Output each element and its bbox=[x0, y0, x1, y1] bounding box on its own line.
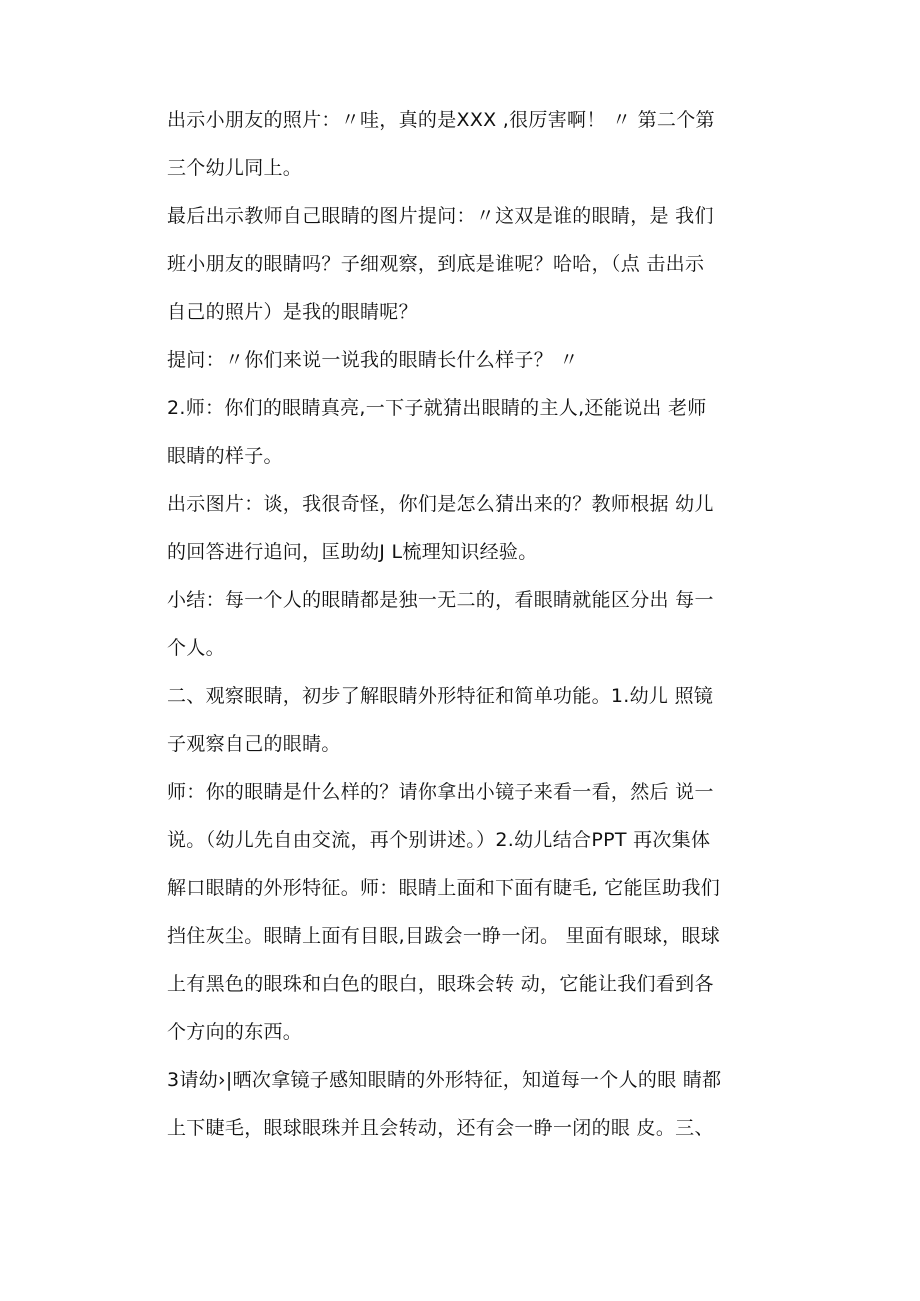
text-line: 说。（幼儿先自由交流，再个别讲述。）2.幼儿结合PPT 再次集体 bbox=[167, 829, 711, 851]
text-line: 师：你的眼睛是什么样的？请你拿出小镜子来看一看，然后 说一 bbox=[167, 781, 714, 803]
text-line: 2.师：你们的眼睛真亮,一下子就猜出眼睛的主人,还能说出 老师 bbox=[167, 397, 707, 419]
text-line: 个方向的东西。 bbox=[167, 1021, 303, 1043]
document-body bbox=[167, 96, 767, 1152]
text-line: 上下睫毛，眼球眼珠并且会转动，还有会一睁一闭的眼 皮。三、 bbox=[167, 1117, 714, 1139]
text-line: 个人。 bbox=[167, 637, 225, 659]
text-line: 二、观察眼睛，初步了解眼睛外形特征和简单功能。1.幼儿 照镜 bbox=[167, 685, 714, 707]
text-line: 最后出示教师自己眼睛的图片提问：〃这双是谁的眼睛，是 我们 bbox=[167, 205, 714, 227]
text-line: 眼睛的样子。 bbox=[167, 445, 283, 467]
text-line: 提问：〃你们来说一说我的眼睛长什么样子？ 〃 bbox=[167, 349, 579, 371]
text-line: 上有黑色的眼珠和白色的眼白，眼珠会转 动，它能让我们看到各 bbox=[167, 973, 714, 995]
text-line: 自己的照片）是我的眼睛呢？ bbox=[167, 301, 418, 323]
text-line: 3请幼›|晒次拿镜子感知眼睛的外形特征，知道每一个人的眼 睛都 bbox=[167, 1069, 722, 1091]
text-line: 出示图片：谈，我很奇怪，你们是怎么猜出来的？教师根据 幼儿 bbox=[167, 493, 714, 515]
text-line: 三个幼儿同上。 bbox=[167, 157, 303, 179]
text-line: 子观察自己的眼睛。 bbox=[167, 733, 341, 755]
text-line: 班小朋友的眼睛吗？子细观察，到底是谁呢？哈哈，（点 击出示 bbox=[167, 253, 705, 275]
text-line: 解口眼睛的外形特征。师：眼睛上面和下面有睫毛, 它能匡助我们 bbox=[167, 877, 721, 899]
text-line: 的回答进行追问，匡助幼J L梳理知识经验。 bbox=[167, 541, 538, 563]
text-line: 挡住灰尘。眼睛上面有目眼,目跋会一睁一闭。 里面有眼球，眼球 bbox=[167, 925, 721, 947]
text-line: 出示小朋友的照片：〃哇，真的是XXX ,很厉害啊！ 〃 第二个第 bbox=[167, 109, 715, 131]
text-line: 小结：每一个人的眼睛都是独一无二的，看眼睛就能区分出 每一 bbox=[167, 589, 714, 611]
